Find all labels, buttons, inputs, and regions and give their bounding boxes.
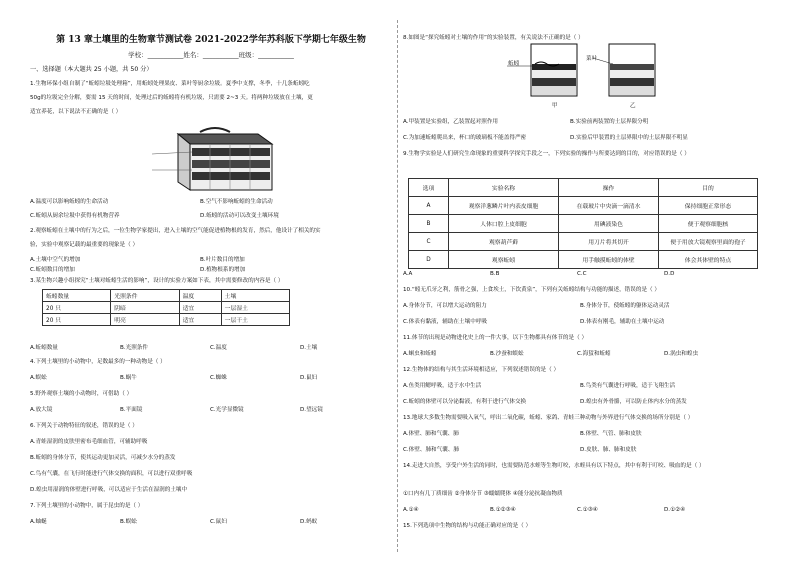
q3-option-a: A.蚯蚓数量: [30, 345, 58, 351]
q14-stem: 14.走进大自然，享受户外生活的同时，也需要防范水蛭等生物叮咬，水蛭具有以下特点，其中有利于叮咬、吸血的是（ ）: [403, 463, 705, 469]
table-cell: 观察葫芦藓: [449, 233, 559, 251]
table-row: [409, 251, 758, 269]
table-row: [43, 314, 290, 326]
q8-label-earthworm: 蚯蚓: [508, 61, 520, 67]
table-cell: A: [409, 197, 449, 215]
q8-option-a: A.甲装置是实验组，乙装置起对照作用: [403, 119, 499, 125]
q11-option-b: B.沙蚕和蜈蚣: [490, 351, 524, 357]
table-header-row: [409, 179, 758, 197]
table-header-cell: 选项: [409, 179, 449, 197]
q13-option-a: A.体壁、肺和气囊、肺: [403, 431, 459, 437]
q2-stem-line1: 2.观察蚯蚓在土壤中的行为之后，一位生物学家提出，进入土壤的空气能促进植物根的发育，然后，他设计了相关的实: [30, 228, 321, 234]
q2-option-a: A.土壤中空气的增加: [30, 257, 81, 263]
table-cell: 明亮: [111, 314, 179, 326]
table-header-cell: 温度: [179, 290, 221, 302]
q6-option-a: A.青蛙湿润的皮肤里密布毛细血管，可辅助呼吸: [30, 439, 148, 445]
q10-option-a: A.身体分节，可以增大运动的阻力: [403, 303, 487, 309]
q6-option-b: B.蚯蚓的身体分节，使其运动更加灵活，可减少水分的蒸发: [30, 455, 176, 461]
q15-stem: 15.下列选项中生物的结构与功能正确对应的是（ ）: [403, 523, 532, 529]
q5-option-b: B.平面镜: [120, 407, 143, 413]
q12-stem: 12.生物体的结构与其生活环境相适应，下列叙述错误的是（ ）: [403, 367, 560, 373]
q5-stem: 5.野外观察土壤的小动物时，可借助（ ）: [30, 391, 133, 397]
q9-option-b: B.B: [490, 271, 500, 277]
q1-option-c: C.蚯蚓从厨余垃圾中获得有机物营养: [30, 213, 120, 219]
q8-stem: 8.如图是“探究蚯蚓对土壤的作用”的实验装置，有关说法不正确的是（ ）: [403, 35, 584, 41]
q14-option-c: C.①③④: [577, 507, 598, 513]
q13-option-c: C.体壁、肺和气囊、肺: [403, 447, 460, 453]
table-cell: 人体口腔上皮细胞: [449, 215, 559, 233]
table-cell: C: [409, 233, 449, 251]
table-cell: 适宜: [179, 314, 221, 326]
q5-option-a: A.放大镜: [30, 407, 53, 413]
table-row: [409, 233, 758, 251]
table-header-cell: 光照条件: [111, 290, 179, 302]
table-header-cell: 目的: [659, 179, 758, 197]
table-cell: 20 只: [43, 314, 111, 326]
table-cell: 观察洋葱鳞片叶内表皮细胞: [449, 197, 559, 215]
worm-compost-box-figure: [150, 124, 280, 194]
q1-option-d: D.蚯蚓的活动可以改变土壤环境: [200, 213, 279, 219]
q14-option-a: A.①④: [403, 507, 419, 513]
section-heading: 一、选择题（本大题共 25 小题，共 50 分）: [30, 66, 153, 73]
q10-option-c: C.体表有黏液，辅助在土壤中呼吸: [403, 319, 487, 325]
q14-option-d: D.①②④: [664, 507, 686, 513]
q11-option-d: D.涡虫和蝗虫: [664, 351, 699, 357]
table-cell: D: [409, 251, 449, 269]
table-cell: 用碘液染色: [559, 215, 659, 233]
q7-option-c: C.鼠妇: [210, 519, 227, 525]
q13-option-b: B.体壁、气管、肺和皮肤: [580, 431, 642, 437]
table-cell: 一层干土: [221, 314, 289, 326]
table-row: [43, 302, 290, 314]
table-cell: 适宜: [179, 302, 221, 314]
table-cell: 用手触摸蚯蚓的体壁: [559, 251, 659, 269]
q3-option-d: D.土壤: [300, 345, 318, 351]
table-row: [409, 215, 758, 233]
q2-option-d: D.植物根系的增加: [200, 267, 246, 273]
table-cell: B: [409, 215, 449, 233]
q1-option-a: A.温度可以影响蚯蚓的生命活动: [30, 199, 109, 205]
q6-option-d: D.蝗虫用湿润的体壁进行呼吸，可以适应于生活在湿润的土壤中: [30, 487, 188, 493]
table-header-cell: 实验名称: [449, 179, 559, 197]
table-cell: 一层湿土: [221, 302, 289, 314]
column-divider: [397, 20, 398, 552]
q3-table: [42, 289, 290, 326]
q6-stem: 6.下列关于动物特征的叙述，错误的是（ ）: [30, 423, 138, 429]
q9-table: [408, 178, 758, 269]
table-cell: 用刀片将其切开: [559, 233, 659, 251]
q9-option-a: A.A: [403, 271, 413, 277]
q2-stem-line2: 验，实验中观察记载的最重要的现象是（ ）: [30, 242, 139, 248]
q8-beaker-figure: [505, 42, 675, 108]
q7-option-a: A.蚰蜒: [30, 519, 47, 525]
q1-stem-line2: 50g的垃圾完全分解，要需 15 天的时间，处理过后的蚯蚓将有机垃圾，只需要 2~3 天。将两种垃圾放在土壤，更: [30, 95, 313, 101]
q12-option-c: C.蚯蚓的体壁可以分泌黏液，有利于进行气体交换: [403, 399, 527, 405]
q8-label-jia: 甲: [552, 103, 558, 109]
q9-option-d: D.D: [664, 271, 675, 277]
table-cell: 在载玻片中央滴一滴清水: [559, 197, 659, 215]
q10-option-b: B.身体分节，使蚯蚓的躯体运动灵活: [580, 303, 670, 309]
q8-label-leaf: 菜叶: [586, 56, 598, 62]
q6-option-c: C.鸟有气囊，在飞行时能进行气体交换的面积，可以进行双重呼吸: [30, 471, 193, 477]
q11-option-a: A.蛔虫和蚯蚓: [403, 351, 437, 357]
table-cell: 便于观察细胞核: [659, 215, 758, 233]
q1-stem-line1: 1.生物环保小组自制了“蚯蚓垃圾处理箱”，用蚯蚓处理果皮、菜叶等厨余垃圾。夏季中支撑，冬季，十几条蚯蚓吃: [30, 81, 310, 87]
q7-stem: 7.下列土壤里的小动物中，属于昆虫的是（ ）: [30, 503, 144, 509]
q14-items: ①口内有几丁质细齿 ②身体分节 ③蠕蠕爬体 ④能分泌抗凝血物质: [403, 491, 563, 497]
table-header-cell: 土壤: [221, 290, 289, 302]
q8-option-b: B.实验前两装置的土层界限分明: [570, 119, 649, 125]
table-cell: 20 只: [43, 302, 111, 314]
table-cell: 观察蚯蚓: [449, 251, 559, 269]
q9-stem: 9.生物学实验是人们研究生命现象的重要科学探究手段之一，下列实验的操作与所要达到的目的，对应错误的是（ ）: [403, 151, 690, 157]
q4-option-c: C.蜘蛛: [210, 375, 227, 381]
q8-label-yi: 乙: [630, 103, 636, 109]
q10-stem: 10.“蚓无爪牙之利，筋骨之强，上食埃土，下饮黄泉”，下列有关蚯蚓结构与功能的描述，错误的是（ ）: [403, 287, 661, 293]
q7-option-b: B.蜈蚣: [120, 519, 137, 525]
q4-stem: 4.下列土壤里的小动物中，足数最多的一种动物是（ ）: [30, 359, 166, 365]
q10-option-d: D.体表有刚毛，辅助在土壤中运动: [580, 319, 665, 325]
table-row: [409, 197, 758, 215]
q9-option-c: C.C: [577, 271, 587, 277]
q1-option-b: B.空气不影响蚯蚓的生命活动: [200, 199, 273, 205]
table-header-cell: 蚯蚓数量: [43, 290, 111, 302]
student-info-line: 学校：___________姓名：___________班级：___________: [128, 51, 294, 59]
q5-option-c: C.光学显微镜: [210, 407, 244, 413]
q2-option-b: B.叶片数目的增加: [200, 257, 245, 263]
q8-option-c: C.为加速蚯蚓爬出来，杯口的玻璃板不能盖得严密: [403, 135, 527, 141]
table-header-row: [43, 290, 290, 302]
q4-option-b: B.蜗牛: [120, 375, 137, 381]
q12-option-d: D.蝗虫有外骨骼，可以防止体内水分的蒸发: [580, 399, 687, 405]
q11-stem: 11.体节的出现是动物进化史上的一件大事，以下生物都具有体节的是（ ）: [403, 335, 588, 341]
q1-stem-line3: 适宜养花，以下说法不正确的是（ ）: [30, 109, 122, 115]
q11-option-c: C.海蜇和蚯蚓: [577, 351, 611, 357]
q2-option-c: C.蚯蚓数目的增加: [30, 267, 75, 273]
table-header-cell: 操作: [559, 179, 659, 197]
exam-title: 第 13 章土壤里的生物章节测试卷 2021-2022学年苏科版下学期七年级生物: [56, 35, 366, 45]
q12-option-a: A.鱼类用鳃呼吸，适于水中生活: [403, 383, 482, 389]
table-cell: 便于用放大镜观察里面的孢子: [659, 233, 758, 251]
table-cell: 体会其体壁的特点: [659, 251, 758, 269]
q3-option-b: B.光照条件: [120, 345, 148, 351]
q4-option-a: A.蜈蚣: [30, 375, 47, 381]
q12-option-b: B.鸟类有气囊进行呼吸，适于飞翔生活: [580, 383, 676, 389]
q3-stem: 3.某生物兴趣小组探究“土壤对蚯蚓生活的影响”，设计的实验方案如下表，其中需要修改的内容是（ ）: [30, 278, 284, 284]
q14-option-b: B.①②③④: [490, 507, 516, 513]
q5-option-d: D.望远镜: [300, 407, 323, 413]
q8-option-d: D.实验后甲装置的土层界限中的土层界限不明显: [570, 135, 688, 141]
q7-option-d: D.蚂蚁: [300, 519, 318, 525]
q13-stem: 13.地球大多数生物需要吸入氧气，呼出二氧化碳，蚯蚓、家鸽、青蛙三种动物与外界进行气体交换的场所分别是（ ）: [403, 415, 694, 421]
q13-option-d: D.皮肤、肺、肺和皮肤: [580, 447, 637, 453]
q4-option-d: D.鼠妇: [300, 375, 318, 381]
table-cell: 阴暗: [111, 302, 179, 314]
table-cell: 保持细胞正常形态: [659, 197, 758, 215]
q3-option-c: C.温度: [210, 345, 227, 351]
